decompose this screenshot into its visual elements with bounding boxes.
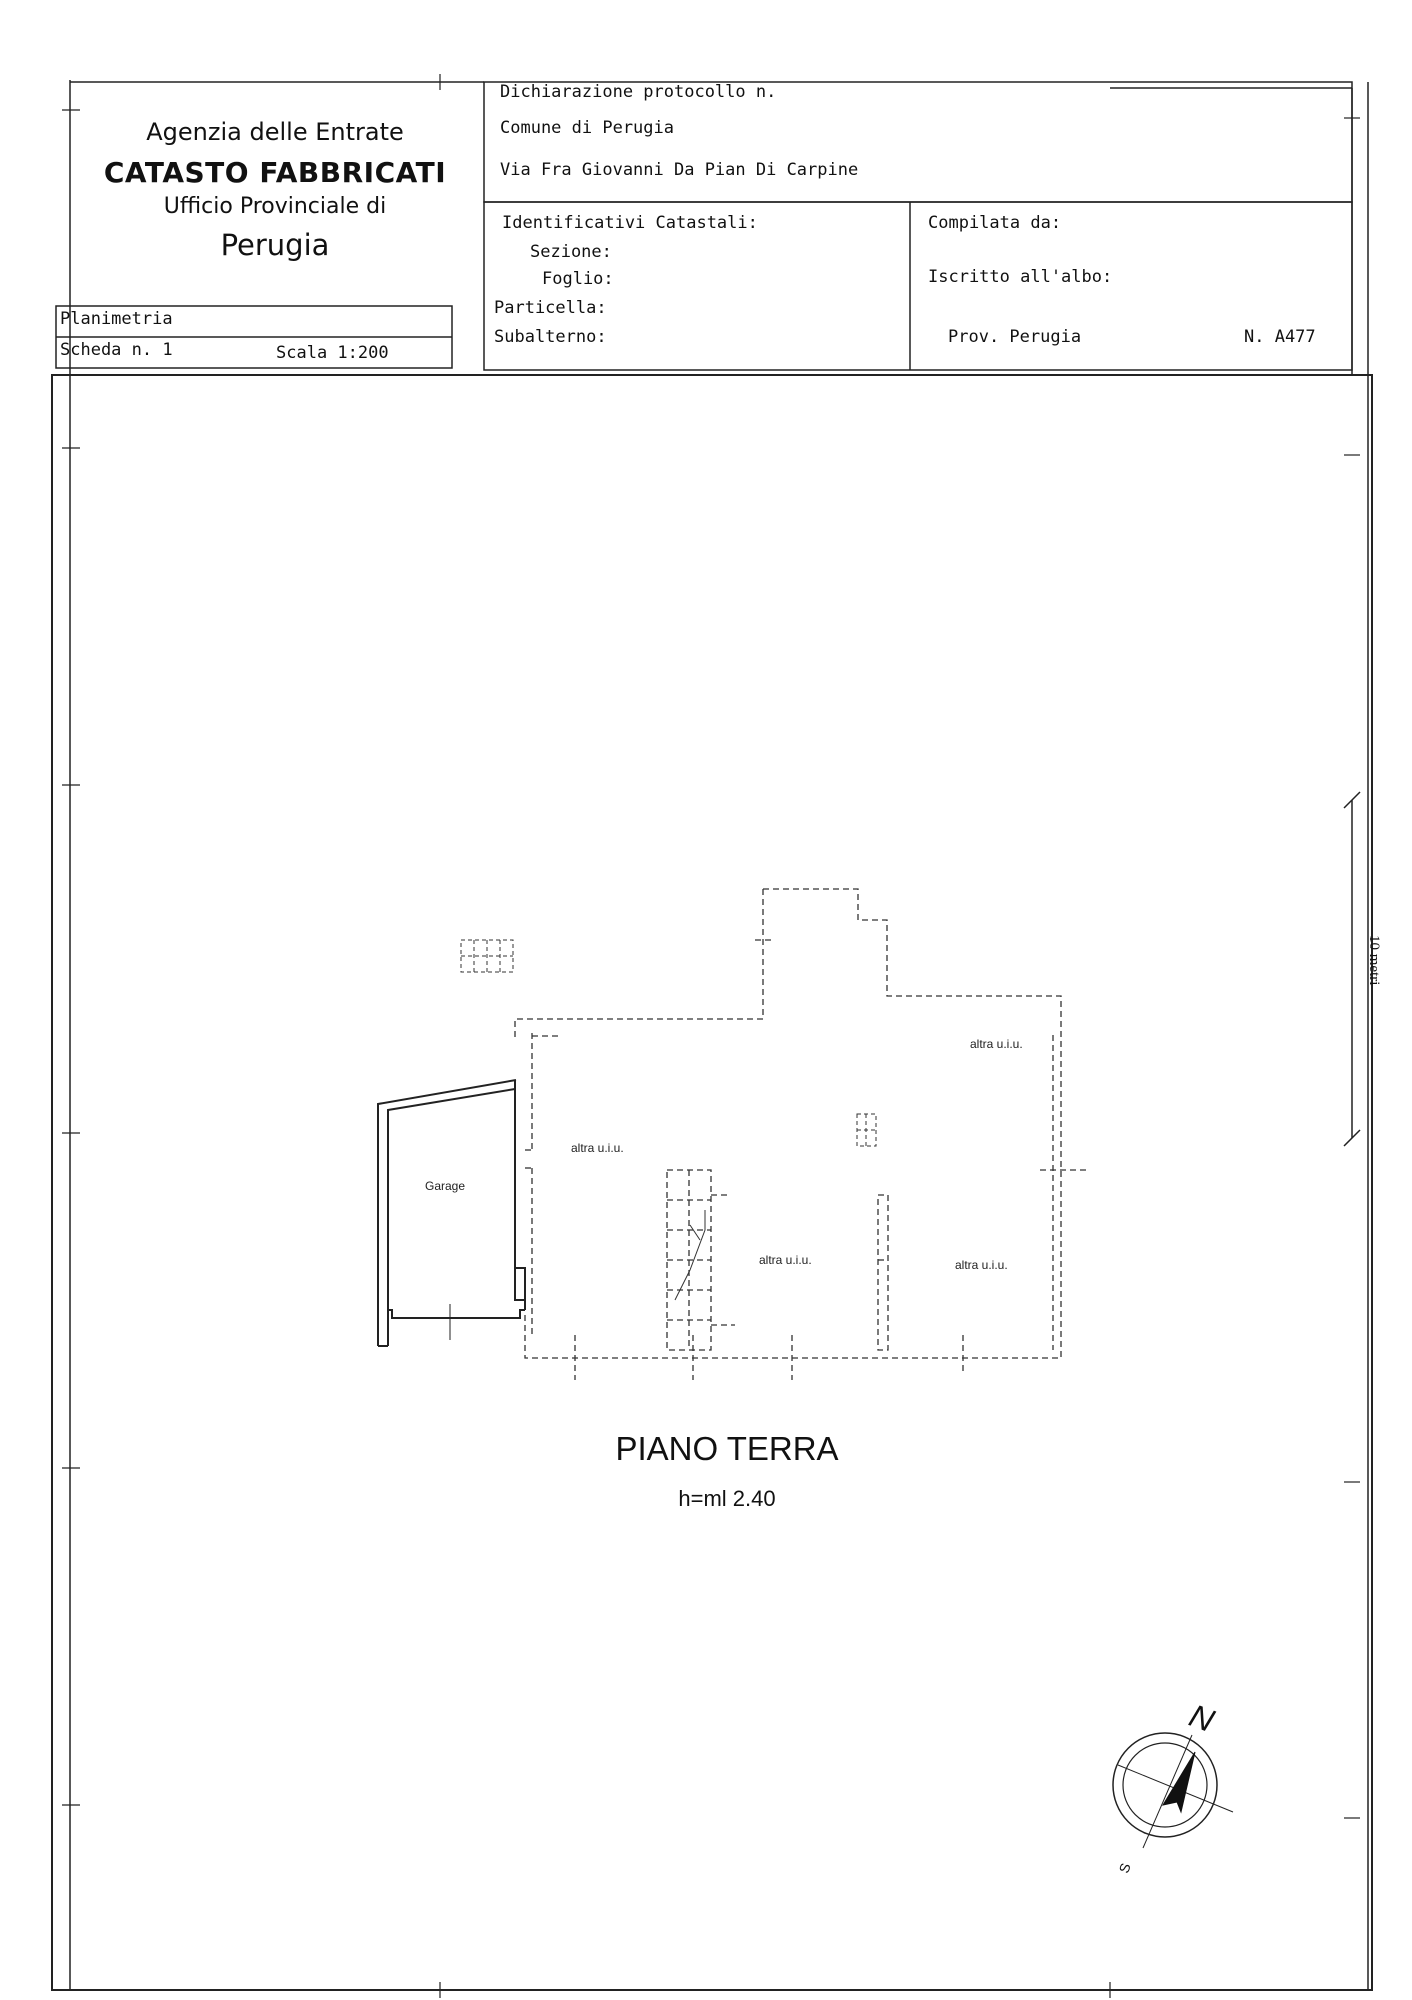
room-label-center: altra u.i.u.	[759, 1253, 812, 1267]
province-label: Prov. Perugia	[948, 327, 1082, 347]
room-label-top-right: altra u.i.u.	[970, 1037, 1023, 1051]
particella-label: Particella:	[494, 298, 607, 318]
sheet-frame	[52, 80, 1372, 1990]
scale-bar-label: 10 metri	[1366, 935, 1382, 986]
agency-name: Agenzia delle Entrate	[146, 118, 404, 146]
office-label: Ufficio Provinciale di	[163, 194, 387, 219]
stair-lines	[675, 1210, 705, 1300]
protocol-label: Dichiarazione protocollo n.	[500, 82, 777, 102]
floor-title: PIANO TERRA	[615, 1430, 839, 1467]
registration-number: N. A477	[1244, 327, 1316, 347]
small-shafts	[461, 940, 876, 1146]
scale-bar	[1344, 792, 1360, 1146]
foglio-label: Foglio:	[542, 269, 614, 289]
compilata-label: Compilata da:	[928, 213, 1062, 233]
floor-height: h=ml 2.40	[678, 1486, 776, 1511]
identifiers-heading: Identificativi Catastali:	[502, 213, 758, 233]
subalterno-label: Subalterno:	[494, 327, 607, 347]
garage-walls	[378, 1080, 525, 1346]
catasto-title: CATASTO FABBRICATI	[103, 156, 447, 189]
scheda-label: Scheda n. 1	[60, 340, 173, 360]
building-outline	[515, 889, 1090, 1358]
room-label-right: altra u.i.u.	[955, 1258, 1008, 1272]
compass-north-label: N	[1184, 1697, 1219, 1739]
sheet-type-label: Planimetria	[60, 309, 173, 329]
comune-label: Comune di Perugia	[500, 118, 674, 138]
office-city: Perugia	[220, 228, 330, 262]
room-label-left: altra u.i.u.	[571, 1141, 624, 1155]
frame-tick-marks	[62, 74, 1360, 1998]
compass-south-label: S	[1115, 1860, 1134, 1876]
room-label-garage: Garage	[425, 1179, 466, 1193]
iscritto-label: Iscritto all'albo:	[928, 267, 1113, 287]
compass-rose	[1113, 1733, 1233, 1848]
interior-walls	[575, 1170, 963, 1380]
sezione-label: Sezione:	[530, 242, 612, 262]
address-label: Via Fra Giovanni Da Pian Di Carpine	[500, 160, 859, 180]
scala-label: Scala 1:200	[276, 343, 389, 363]
